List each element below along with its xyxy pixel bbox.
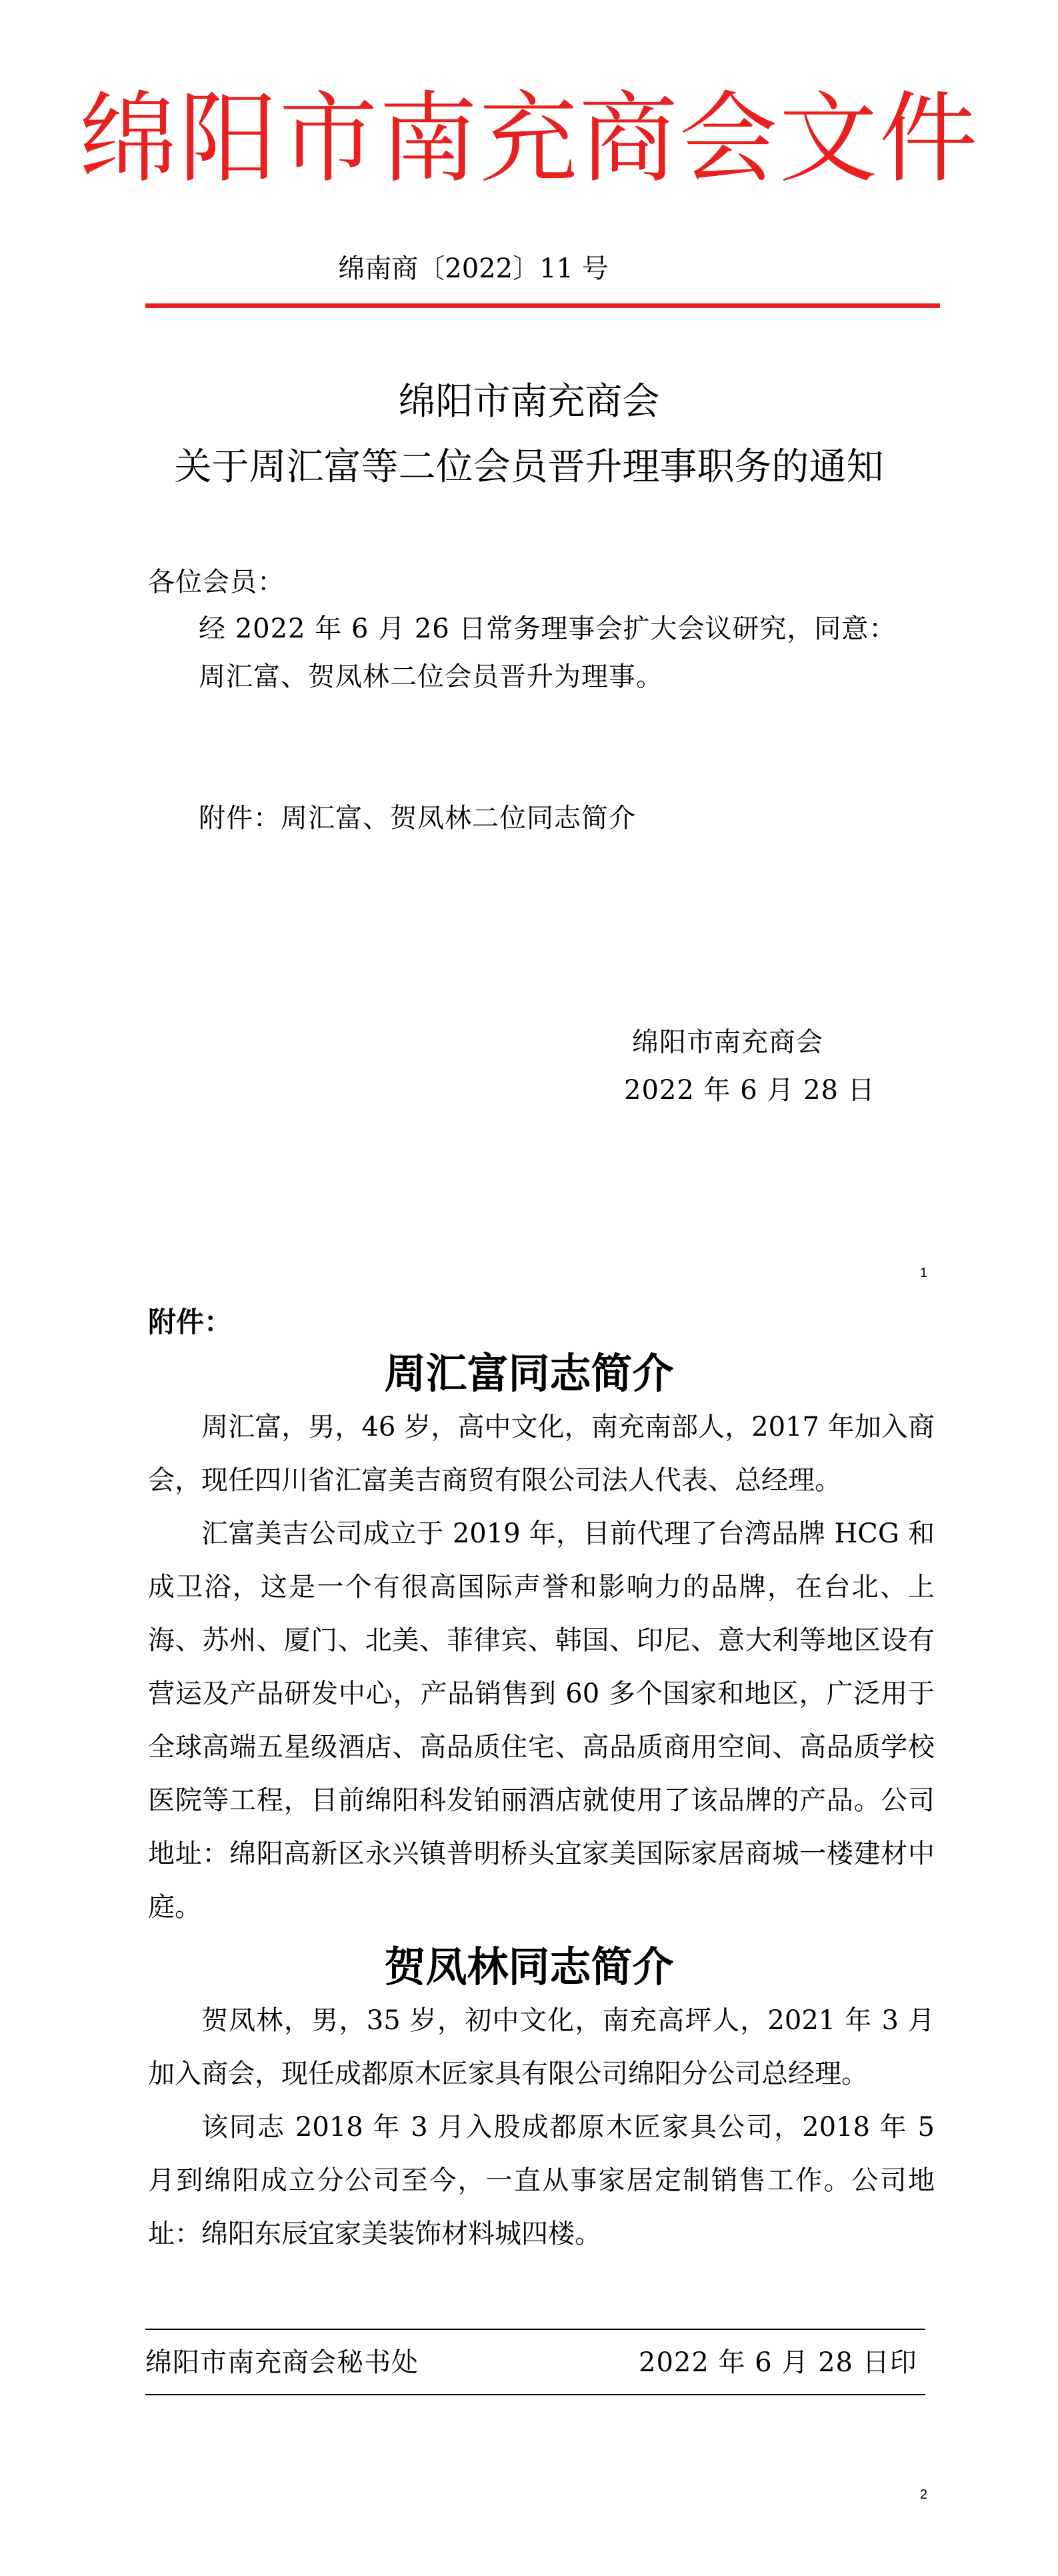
- bio2-body: [148, 1994, 935, 2261]
- footer-rule-bottom: [145, 2394, 925, 2395]
- salutation: 各位会员：: [148, 567, 285, 597]
- page-number-2: 2: [920, 2487, 928, 2502]
- annex-label: 附件：: [148, 1306, 233, 1338]
- notice-title-line1: 绵阳市南充商会: [398, 380, 660, 423]
- bio2-paragraph: 贺凤林，男，35 岁，初中文化，南充高坪人，2021 年 3 月加入商会，现任成都原木匠家具有限公司绵阳分公司总经理。: [148, 2005, 935, 2089]
- bio1-paragraph: 周汇富，男，46 岁，高中文化，南充南部人，2017 年加入商会，现任四川省汇富美吉商贸有限公司法人代表、总经理。: [148, 1412, 935, 1496]
- attachment-note: 附件：周汇富、贺凤林二位同志简介: [199, 803, 636, 834]
- page-number-1: 1: [920, 1266, 928, 1280]
- notice-body-line1: 经 2022 年 6 月 26 日常务理事会扩大会议研究，同意：: [199, 613, 897, 644]
- bio1-title: 周汇富同志简介: [384, 1349, 674, 1398]
- signature-org: 绵阳市南充商会: [632, 1027, 823, 1058]
- notice-title-line2: 关于周汇富等二位会员晋升理事职务的通知: [174, 445, 884, 489]
- document-org-title: 绵阳市南充商会文件: [79, 81, 979, 196]
- document-number: 绵南商〔2022〕11 号: [338, 253, 609, 284]
- bio2-title: 贺凤林同志简介: [384, 1943, 674, 1991]
- footer-issuer: 绵阳市南充商会秘书处: [145, 2347, 419, 2378]
- bio1-paragraph: 汇富美吉公司成立于 2019 年，目前代理了台湾品牌 HCG 和成卫浴，这是一个有很高国际声誉和影响力的品牌，在台北、上海、苏州、厦门、北美、菲律宾、韩国、印尼、意大利等地区设有营运及产品研发中心，产品销售到 60 多个国家和地区，广泛用于全球高端五星级酒店、高品质住宅、高品质商用空间、高品质学校医院等工程，目前绵阳科发铂丽酒店就使用了该品牌的产品。公司地址：绵阳高新区永兴镇普明桥头宜家美国际家居商城一楼建材中庭。: [148, 1518, 935, 1922]
- red-divider: [145, 303, 940, 308]
- signature-date: 2022 年 6 月 28 日: [624, 1075, 875, 1106]
- footer-print-date: 2022 年 6 月 28 日印: [639, 2347, 917, 2378]
- bio2-paragraph: 该同志 2018 年 3 月入股成都原木匠家具公司，2018 年 5 月到绵阳成立分公司至今，一直从事家居定制销售工作。公司地址：绵阳东辰宜家美装饰材料城四楼。: [148, 2112, 935, 2249]
- bio1-body: [148, 1400, 935, 1934]
- notice-body-line2: 周汇富、贺凤林二位会员晋升为理事。: [199, 662, 663, 692]
- footer-rule-top: [145, 2329, 925, 2330]
